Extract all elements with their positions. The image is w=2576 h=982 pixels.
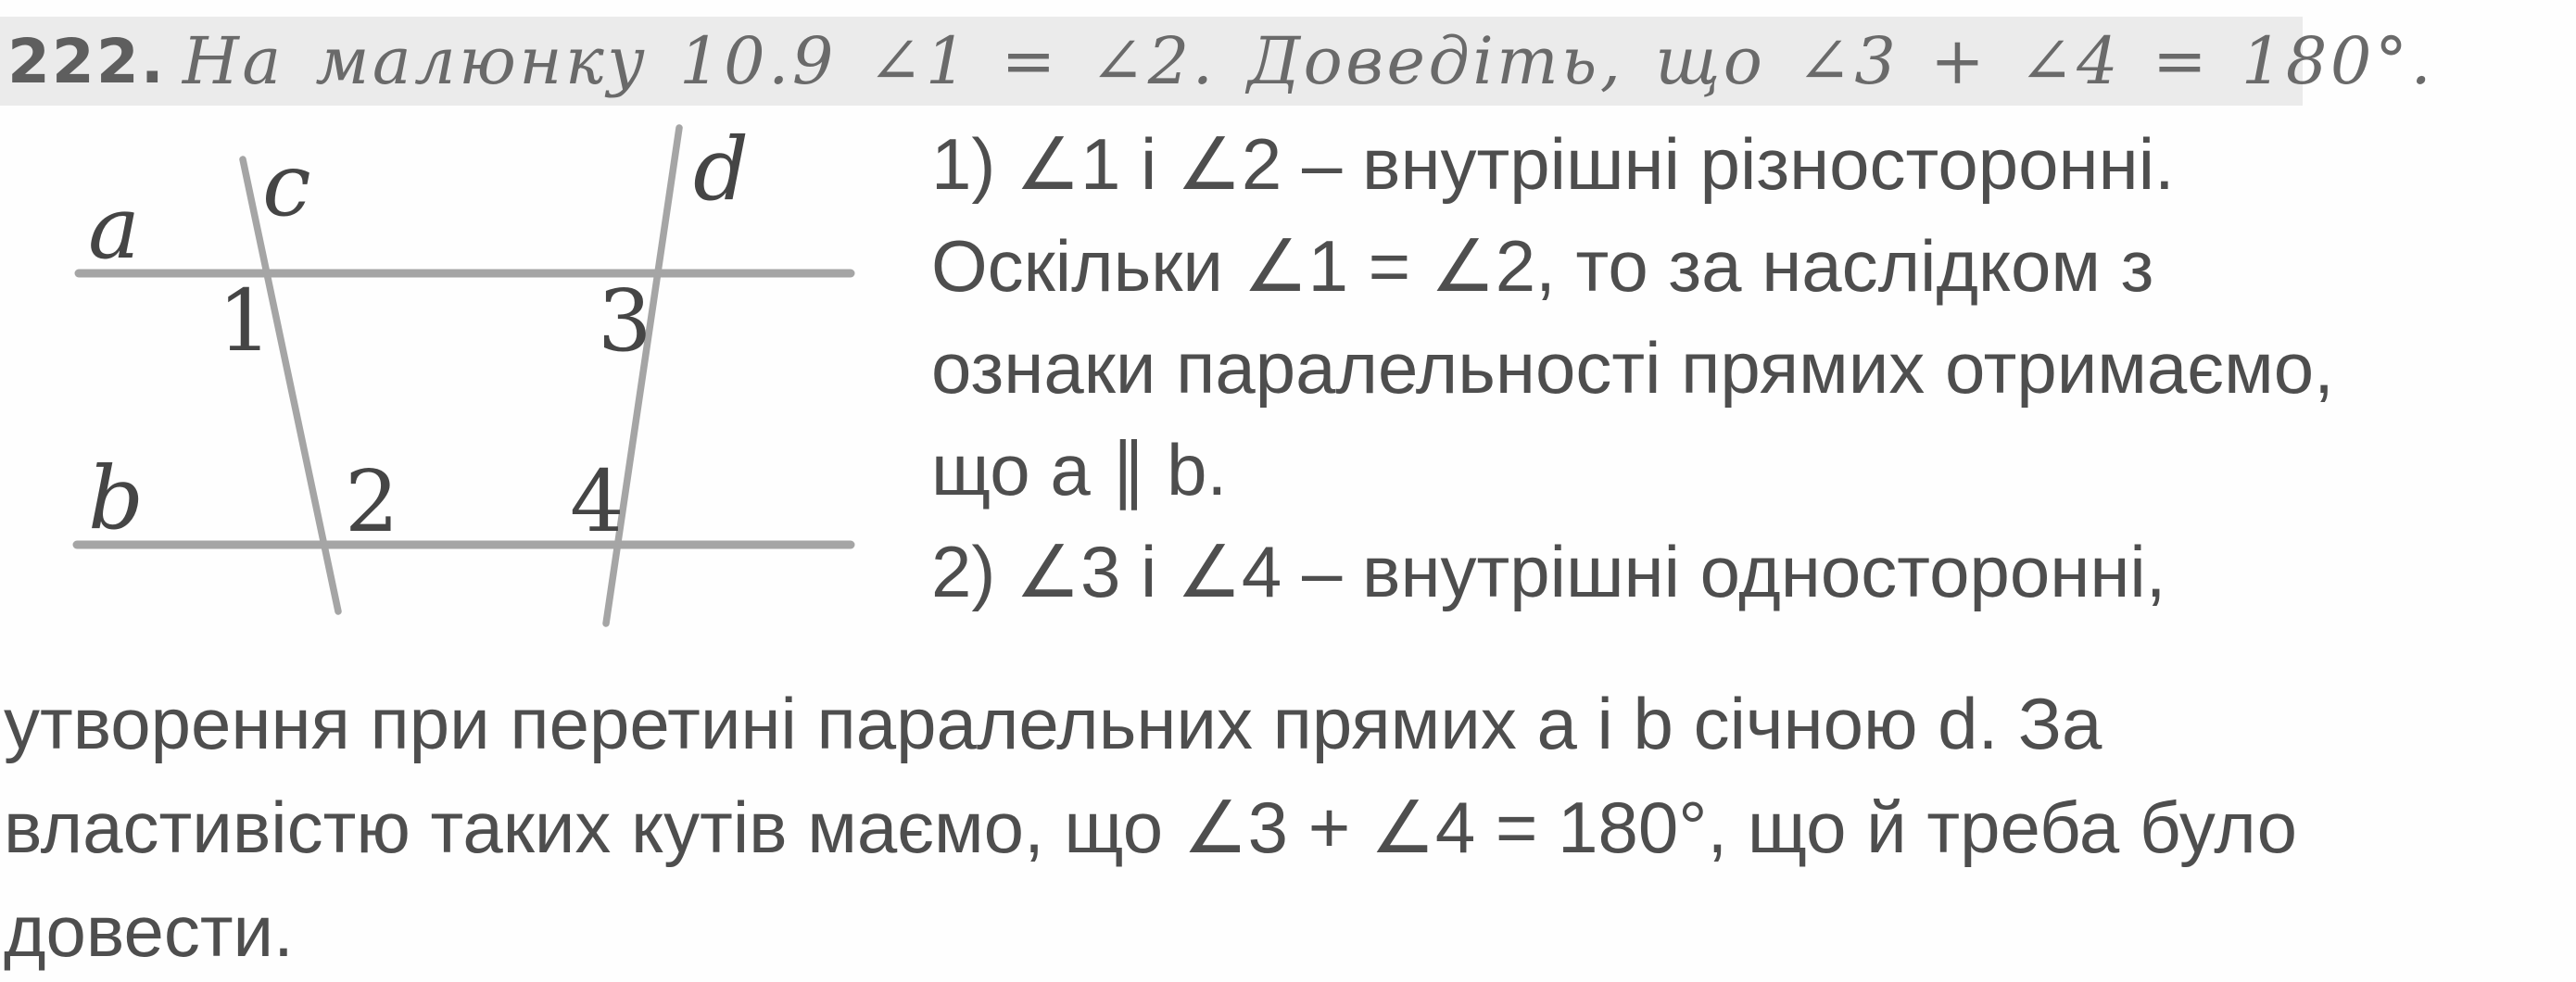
label-line-b: b <box>88 448 145 549</box>
problem-number: 222. <box>7 25 166 97</box>
label-transversal-c: c <box>262 135 311 236</box>
problem-header <box>0 17 2435 106</box>
solution-line: Оскільки ∠1 = ∠2, то за наслідком з <box>931 225 2154 307</box>
solution-line: 1) ∠1 і ∠2 – внутрішні різносторонні. <box>931 123 2175 205</box>
label-transversal-d: d <box>693 120 750 220</box>
angle-label-3: 3 <box>598 271 652 371</box>
angle-label-4: 4 <box>570 452 625 551</box>
solution-line: довести. <box>4 890 294 972</box>
solution-right-column <box>931 113 2525 623</box>
label-line-a: a <box>88 178 141 279</box>
angle-label-2: 2 <box>345 452 399 551</box>
solution-line: 2) ∠3 і ∠4 – внутрішні односторонні, <box>931 531 2166 612</box>
geometry-diagram <box>0 111 890 648</box>
solution-line: властивістю таких кутів маємо, що ∠3 + ∠4 = 180°, що й треба було <box>4 787 2297 868</box>
solution-line: утворення при перетині паралельних прямих a і b січною d. За <box>4 683 2102 764</box>
angle-label-1: 1 <box>218 271 272 371</box>
problem-statement: На малюнку 10.9 ∠1 = ∠2. Доведіть, що ∠3 + ∠4 = 180°. <box>182 23 2435 99</box>
solution-line: ознаки паралельності прямих отримаємо, <box>931 327 2334 409</box>
solution-line: що a ∥ b. <box>931 429 1228 510</box>
solution-bottom-block <box>4 672 2572 982</box>
